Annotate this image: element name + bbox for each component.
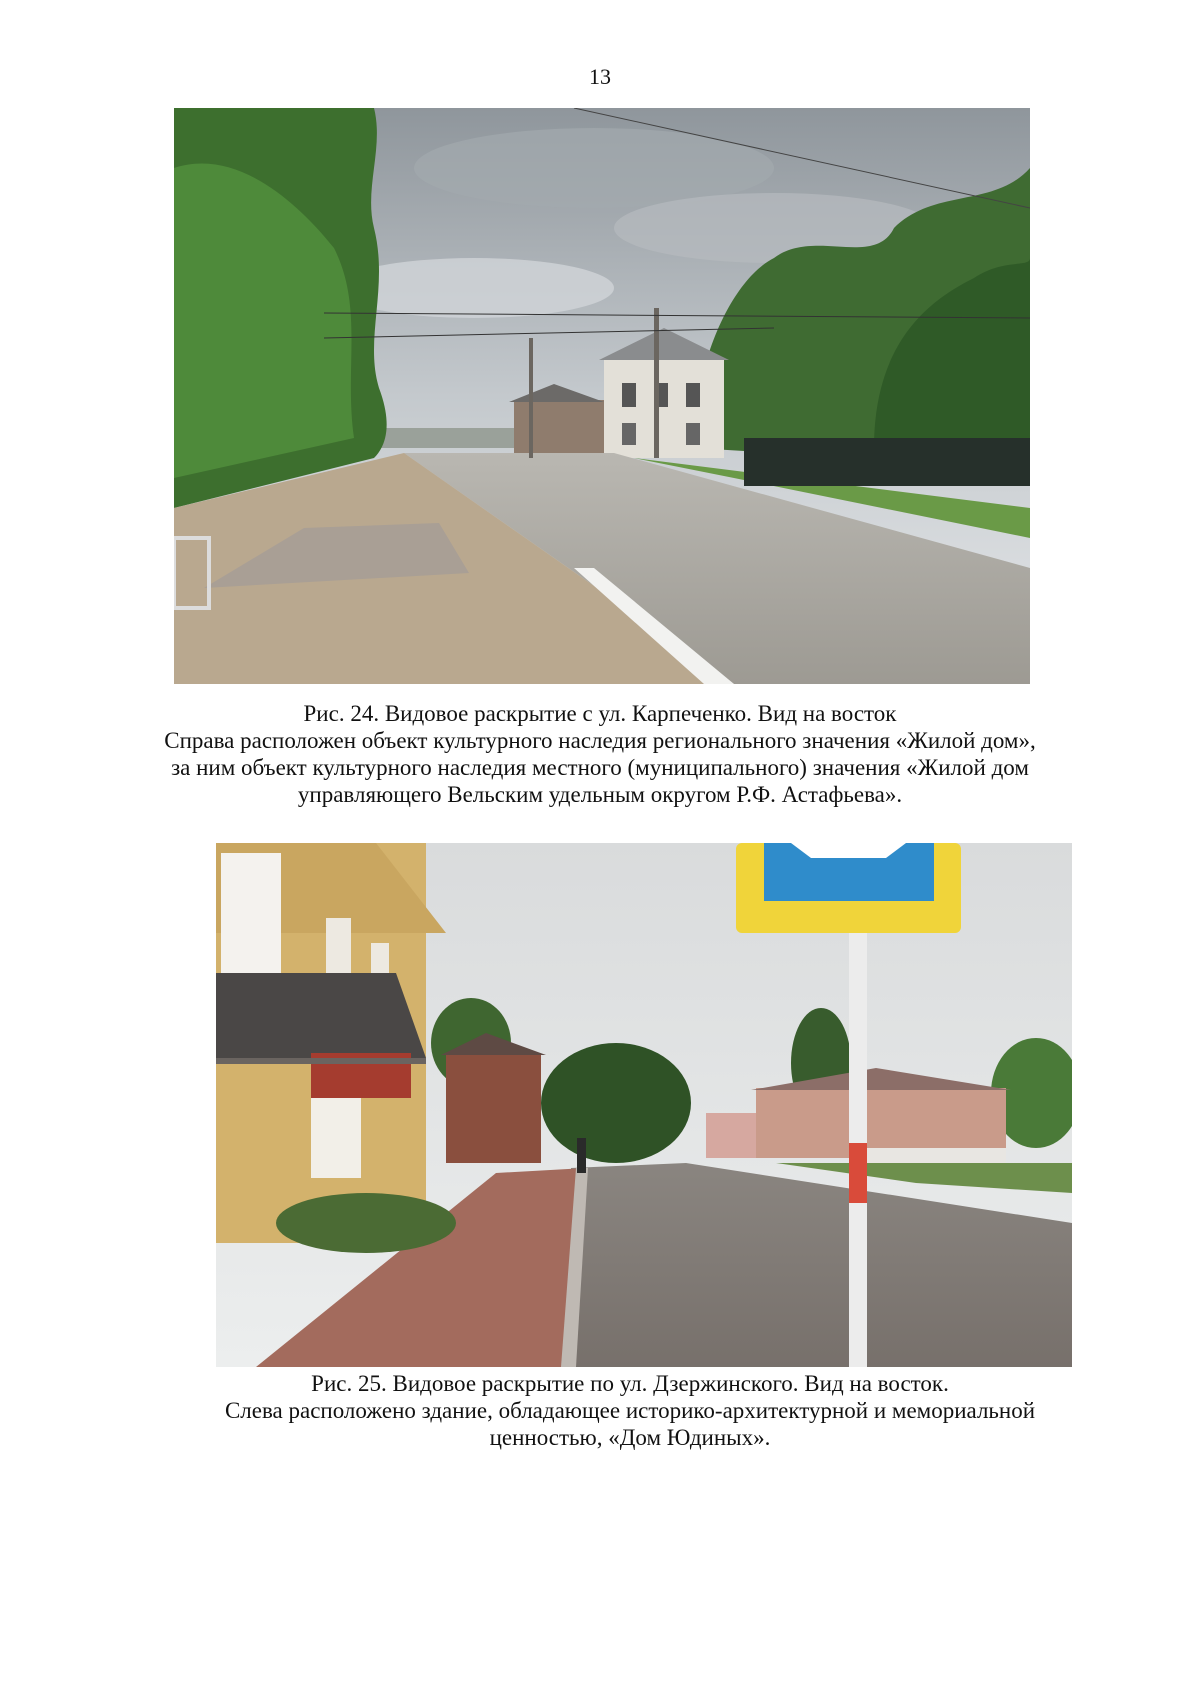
page-number: 13	[589, 64, 611, 89]
caption-line: Справа расположен объект культурного наследия регионального значения «Жилой дом»,	[164, 728, 1036, 753]
caption-line: ценностью, «Дом Юдиных».	[489, 1425, 771, 1450]
caption-line: Слева расположено здание, обладающее историко-архитектурной и мемориальной	[224, 1398, 1036, 1423]
caption-line: управляющего Вельским удельным округом Р.Ф. Астафьева».	[297, 782, 903, 807]
figure-25-caption	[180, 1370, 1080, 1451]
caption-line: Рис. 25. Видовое раскрытие по ул. Дзержинского. Вид на восток.	[311, 1371, 949, 1396]
figure-24-photo	[174, 108, 1030, 684]
caption-line: Рис. 24. Видовое раскрытие с ул. Карпеченко. Вид на восток	[303, 701, 897, 726]
caption-line: за ним объект культурного наследия местного (муниципального) значения «Жилой дом	[171, 755, 1029, 780]
figure-24-caption	[150, 700, 1050, 808]
figure-25-photo	[216, 843, 1072, 1367]
